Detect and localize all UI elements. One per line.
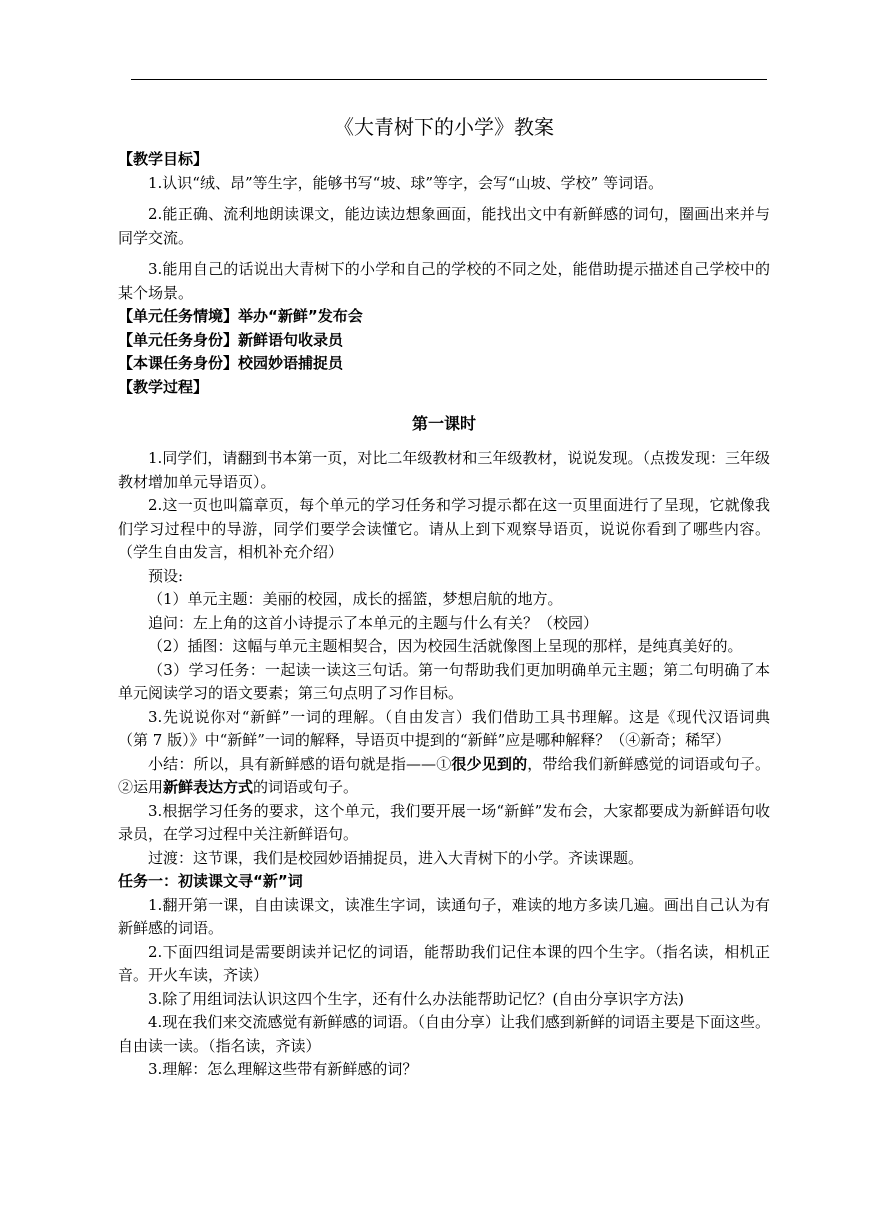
paragraph: 过渡：这节课，我们是校园妙语捕捉员，进入大青树下的小学。齐读课题。 <box>148 848 644 867</box>
process-heading: 【教学过程】 <box>118 377 209 396</box>
summary-emphasis: 很少见到的 <box>451 754 528 773</box>
paragraph: （2）插图：这幅与单元主题相契合，因为校园生活就像图上呈现的那样，是纯真美好的。 <box>148 637 743 655</box>
paragraph: 2.下面四组词是需要朗读并记忆的词语，能帮助我们记住本课的四个生字。（指名读，相机正音。开火车读，齐读） <box>118 942 770 984</box>
paragraph: 4.现在我们来交流感觉有新鲜感的词语。（自由分享）让我们感到新鲜的词语主要是下面这些。自由读一读。（指名读，齐读） <box>118 1013 770 1055</box>
objectives-heading: 【教学目标】 <box>118 150 209 168</box>
paragraph: 3.除了用组词法认识这四个生字，还有什么办法能帮助记忆？(自由分享识字方法) <box>148 989 685 1008</box>
lesson-task-role: 【本课任务身份】校园妙语捕捉员 <box>118 354 344 372</box>
paragraph: （1）单元主题：美丽的校园，成长的摇篮，梦想启航的地方。 <box>148 590 563 608</box>
header-rule <box>131 79 767 80</box>
objective-item-1: 1.认识“绒、昂”等生字，能够书写“坡、球”等字，会写“山坡、学校” 等词语。 <box>148 173 664 192</box>
paragraph: 3.根据学习任务的要求，这个单元，我们要开展一场“新鲜”发布会，大家都要成为新鲜语句收录员，在学习过程中关注新鲜语句。 <box>118 801 770 843</box>
summary-paragraph <box>118 753 770 800</box>
lesson-plan-document <box>118 110 770 1082</box>
paragraph: 预设: <box>148 566 184 585</box>
unit-task-role: 【单元任务身份】新鲜语句收录员 <box>118 330 344 349</box>
summary-text: 的词语或句子。 <box>253 778 359 796</box>
task-one-heading: 任务一：初读课文寻“新”词 <box>118 872 303 890</box>
summary-text: 小结：所以，具有新鲜感的语句就是指——① <box>148 754 452 773</box>
paragraph: （3）学习任务：一起读一读这三句话。第一句帮助我们更加明确单元主题；第二句明确了本单元阅读学习的语文要素；第三句点明了习作目标。 <box>118 660 770 702</box>
paragraph: 1.同学们，请翻到书本第一页，对比二年级教材和三年级教材，说说发现。（点拨发现：三年级教材增加单元导语页）。 <box>118 449 770 491</box>
paragraph: 1.翻开第一课，自由读课文，读准生字词，读通句子，难读的地方多读几遍。画出自己认为有新鲜感的词语。 <box>118 895 770 937</box>
paragraph: 3.理解：怎么理解这些带有新鲜感的词？ <box>148 1060 418 1078</box>
lesson-period-title: 第一课时 <box>411 414 476 433</box>
paragraph: 追问：左上角的这首小诗提示了本单元的主题与什么有关？（校园） <box>148 613 599 632</box>
objective-item-2: 2.能正确、流利地朗读课文，能边读边想象画面，能找出文中有新鲜感的词句，圈画出来并与同学交流。 <box>118 205 770 247</box>
summary-emphasis: 新鲜表达方式 <box>163 778 254 796</box>
unit-task-context: 【单元任务情境】举办“新鲜”发布会 <box>118 307 363 325</box>
paragraph: 2.这一页也叫篇章页，每个单元的学习任务和学习提示都在这一页里面进行了呈现，它就像我们学习过程中的导游，同学们要学会读懂它。请从上到下观察导语页，说说你看到了哪些内容。（学生自由发言，相机补充介绍） <box>118 496 770 561</box>
document-title: 《大青树下的小学》教案 <box>334 115 554 139</box>
summary-text: ，带给我们新鲜感觉的词语或句子。②运用 <box>118 754 770 796</box>
objective-item-3: 3.能用自己的话说出大青树下的小学和自己的学校的不同之处，能借助提示描述自己学校中的某个场景。 <box>118 260 770 302</box>
paragraph: 3.先说说你对“新鲜”一词的理解。（自由发言）我们借助工具书理解。这是《现代汉语词典（第 7 版）》中“新鲜”一词的解释，导语页中提到的“新鲜”应是哪种解释？（④新奇；稀罕） <box>118 707 770 749</box>
